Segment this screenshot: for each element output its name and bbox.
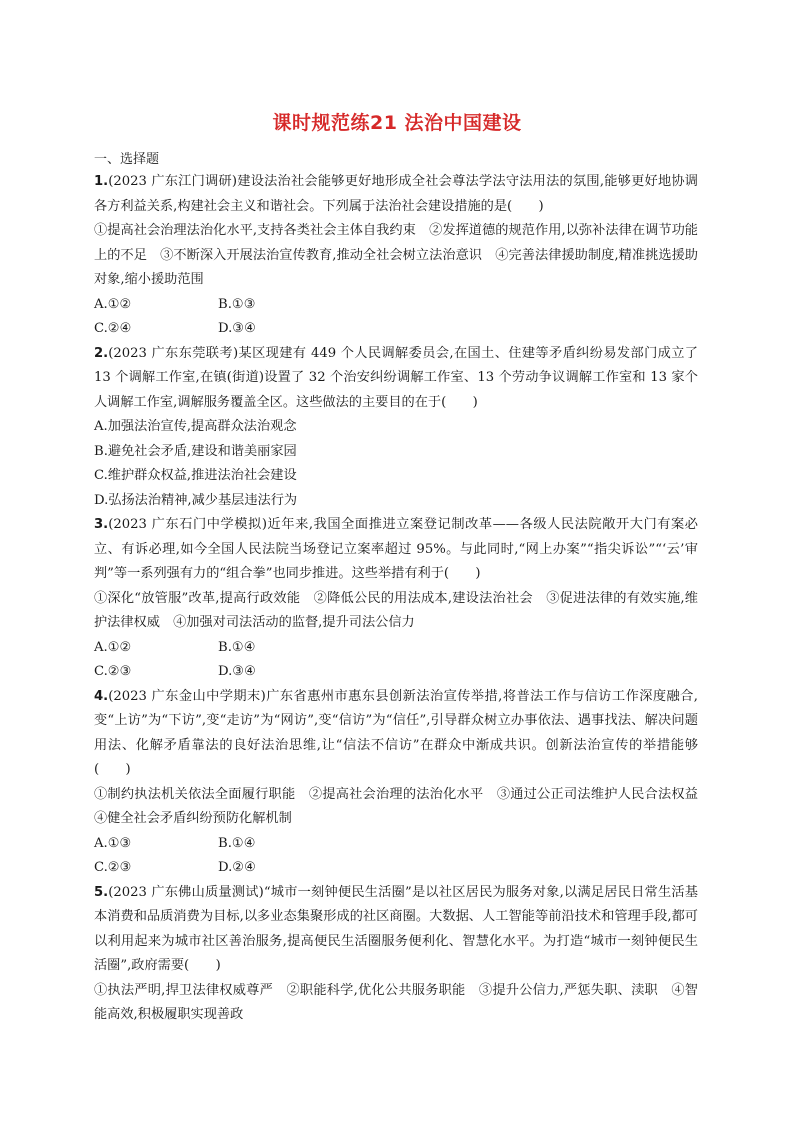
page-title: 课时规范练21 法治中国建设 [272, 112, 522, 134]
question-number: 4. [94, 688, 109, 704]
choice-a[interactable]: A.①③ [94, 835, 132, 851]
question-stem: (2023 广东佛山质量测试)“城市一刻钟便民生活圈”是以社区居民为服务对象,以满足居民日常生活基本消费和品质消费为目标,以多业态集聚形成的社区商圈。大数据、人工智能等前沿技术和管理手段,都可以利用起来为城市社区善治服务,提高便民生活圈服务便利化、智慧化水平。为打造“城市一刻钟便民生活圈”,政府需要( ) [94, 884, 698, 973]
choice-a[interactable]: A.加强法治宣传,提高群众法治观念 [94, 419, 297, 434]
question-2 [94, 342, 698, 514]
choice-a[interactable]: A.①② [94, 639, 132, 655]
question-5 [94, 881, 698, 1028]
section-heading: 一、选择题 [94, 152, 160, 167]
choice-d[interactable]: D.③④ [218, 321, 256, 336]
question-list [94, 170, 712, 1028]
question-number: 2. [94, 345, 109, 361]
choice-d[interactable]: D.②④ [218, 860, 256, 875]
question-1 [94, 170, 698, 342]
question-4 [94, 685, 712, 881]
question-stem: (2023 广东江门调研)建设法治社会能够更好地形成全社会尊法学法守法用法的氛围,能够更好地协调各方利益关系,构建社会主义和谐社会。下列属于法治社会建设措施的是( ) [94, 174, 698, 214]
question-stem: (2023 广东金山中学期末)广东省惠州市惠东县创新法治宣传举措,将普法工作与信访工作深度融合,变“上访”为“下访”,变“走访”为“网访”,变“信访”为“信任”,引导群众树立办事依法、遇事找法、解决问题用法、化解矛盾靠法的良好法治思维,让“信法不信访”在群众中渐成共识。创新法治宣传的举措能够( ) [94, 688, 698, 777]
question-stem: (2023 广东石门中学模拟)近年来,我国全面推进立案登记制改革——各级人民法院敞开大门有案必立、有诉必理,如今全国人民法院当场登记立案率超过 95%。与此同时,“网上办案”“指尖诉讼”“‘云’审判”等一系列强有力的“组合拳”也同步推进。这些举措有利于( ) [94, 517, 698, 581]
choice-c[interactable]: C.②④ [94, 321, 132, 336]
choice-b[interactable]: B.避免社会矛盾,建设和谐美丽家园 [94, 443, 297, 459]
statement-options: ①执法严明,捍卫法律权威尊严 ②职能科学,优化公共服务职能 ③提升公信力,严惩失职、渎职 ④智能高效,积极履职实现善政 [94, 982, 698, 1022]
choice-d[interactable]: D.弘扬法治精神,减少基层违法行为 [94, 492, 298, 508]
choice-c[interactable]: C.维护群众权益,推进法治社会建设 [94, 468, 297, 483]
statement-options: ①制约执法机关依法全面履行职能 ②提高社会治理的法治化水平 ③通过公正司法维护人民合法权益 ④健全社会矛盾纠纷预防化解机制 [94, 786, 712, 826]
choice-c[interactable]: C.②③ [94, 664, 132, 679]
question-stem: (2023 广东东莞联考)某区现建有 449 个人民调解委员会,在国土、住建等矛盾纠纷易发部门成立了 13 个调解工作室,在镇(街道)设置了 32 个治安纠纷调解工作室、13 个劳动争议调解工作室和 13 家个人调解工作室,调解服务覆盖全区。这些做法的主要目的在于( ) [94, 345, 698, 410]
choice-b[interactable]: B.①④ [218, 639, 256, 655]
statement-options: ①深化“放管服”改革,提高行政效能 ②降低公民的用法成本,建设法治社会 ③促进法律的有效实施,维护法律权威 ④加强对司法活动的监督,提升司法公信力 [94, 590, 698, 630]
question-number: 3. [94, 517, 109, 532]
choice-b[interactable]: B.①④ [218, 835, 256, 851]
choice-b[interactable]: B.①③ [218, 296, 256, 312]
question-3 [94, 513, 698, 685]
choice-a[interactable]: A.①② [94, 296, 132, 312]
choice-d[interactable]: D.③④ [218, 664, 256, 679]
question-number: 1. [94, 174, 109, 189]
choice-c[interactable]: C.②③ [94, 860, 132, 875]
statement-options: ①提高社会治理法治化水平,支持各类社会主体自我约束 ②发挥道德的规范作用,以弥补法律在调节功能上的不足 ③不断深入开展法治宣传教育,推动全社会树立法治意识 ④完善法律援助制度,精准挑选援助对象,缩小援助范围 [94, 223, 698, 287]
question-number: 5. [94, 884, 109, 900]
